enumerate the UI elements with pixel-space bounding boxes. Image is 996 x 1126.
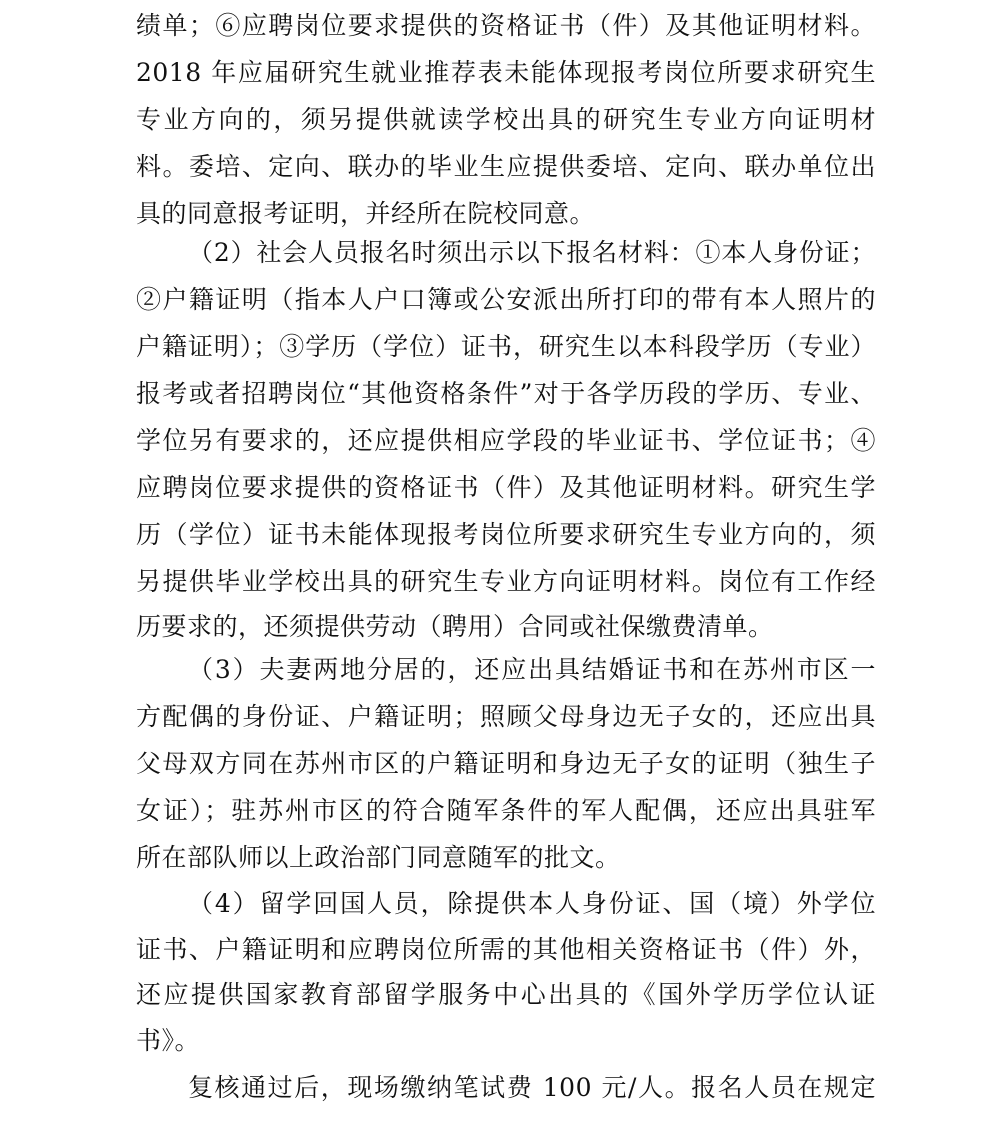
text-line: 专业方向的，须另提供就读学校出具的研究生专业方向证明材 (136, 105, 876, 134)
text-line: 另提供毕业学校出具的研究生专业方向证明材料。岗位有工作经 (136, 567, 876, 596)
text-line: 学位另有要求的，还应提供相应学段的毕业证书、学位证书；④ (136, 426, 876, 455)
text-line: 女证）；驻苏州市区的符合随军条件的军人配偶，还应出具驻军 (136, 796, 876, 825)
text-line: 具的同意报考证明，并经所在院校同意。 (136, 199, 596, 228)
paragraph-start-line: （2）社会人员报名时须出示以下报名材料：①本人身份证； (188, 238, 876, 267)
text-line: 书》。 (136, 1026, 201, 1055)
text-line: 方配偶的身份证、户籍证明；照顾父母身边无子女的，还应出具 (136, 702, 876, 731)
text-line: 还应提供国家教育部留学服务中心出具的《国外学历学位认证 (136, 980, 876, 1009)
text-line: 父母双方同在苏州市区的户籍证明和身边无子女的证明（独生子 (136, 749, 876, 778)
paragraph-start-line: （3）夫妻两地分居的，还应出具结婚证书和在苏州市区一 (188, 655, 876, 684)
text-line: 户籍证明）；③学历（学位）证书，研究生以本科段学历（专业） (136, 332, 876, 361)
text-line: 历要求的，还须提供劳动（聘用）合同或社保缴费清单。 (136, 612, 774, 641)
text-line: 应聘岗位要求提供的资格证书（件）及其他证明材料。研究生学 (136, 473, 876, 502)
paragraph-start-line: （4）留学回国人员，除提供本人身份证、国（境）外学位 (188, 889, 876, 918)
text-line: 绩单；⑥应聘岗位要求提供的资格证书（件）及其他证明材料。 (136, 11, 876, 40)
text-line: 所在部队师以上政治部门同意随军的批文。 (136, 843, 621, 872)
text-line: ②户籍证明（指本人户口簿或公安派出所打印的带有本人照片的 (136, 285, 876, 314)
text-line: 历（学位）证书未能体现报考岗位所要求研究生专业方向的，须 (136, 520, 876, 549)
text-line: 证书、户籍证明和应聘岗位所需的其他相关资格证书（件）外， (136, 935, 876, 964)
text-line: 料。委培、定向、联办的毕业生应提供委培、定向、联办单位出 (136, 152, 876, 181)
text-line: 2018 年应届研究生就业推荐表未能体现报考岗位所要求研究生 (136, 58, 876, 87)
paragraph-start-line: 复核通过后，现场缴纳笔试费 100 元/人。报名人员在规定 (188, 1073, 876, 1102)
text-line: 报考或者招聘岗位“其他资格条件”对于各学历段的学历、专业、 (136, 379, 876, 408)
